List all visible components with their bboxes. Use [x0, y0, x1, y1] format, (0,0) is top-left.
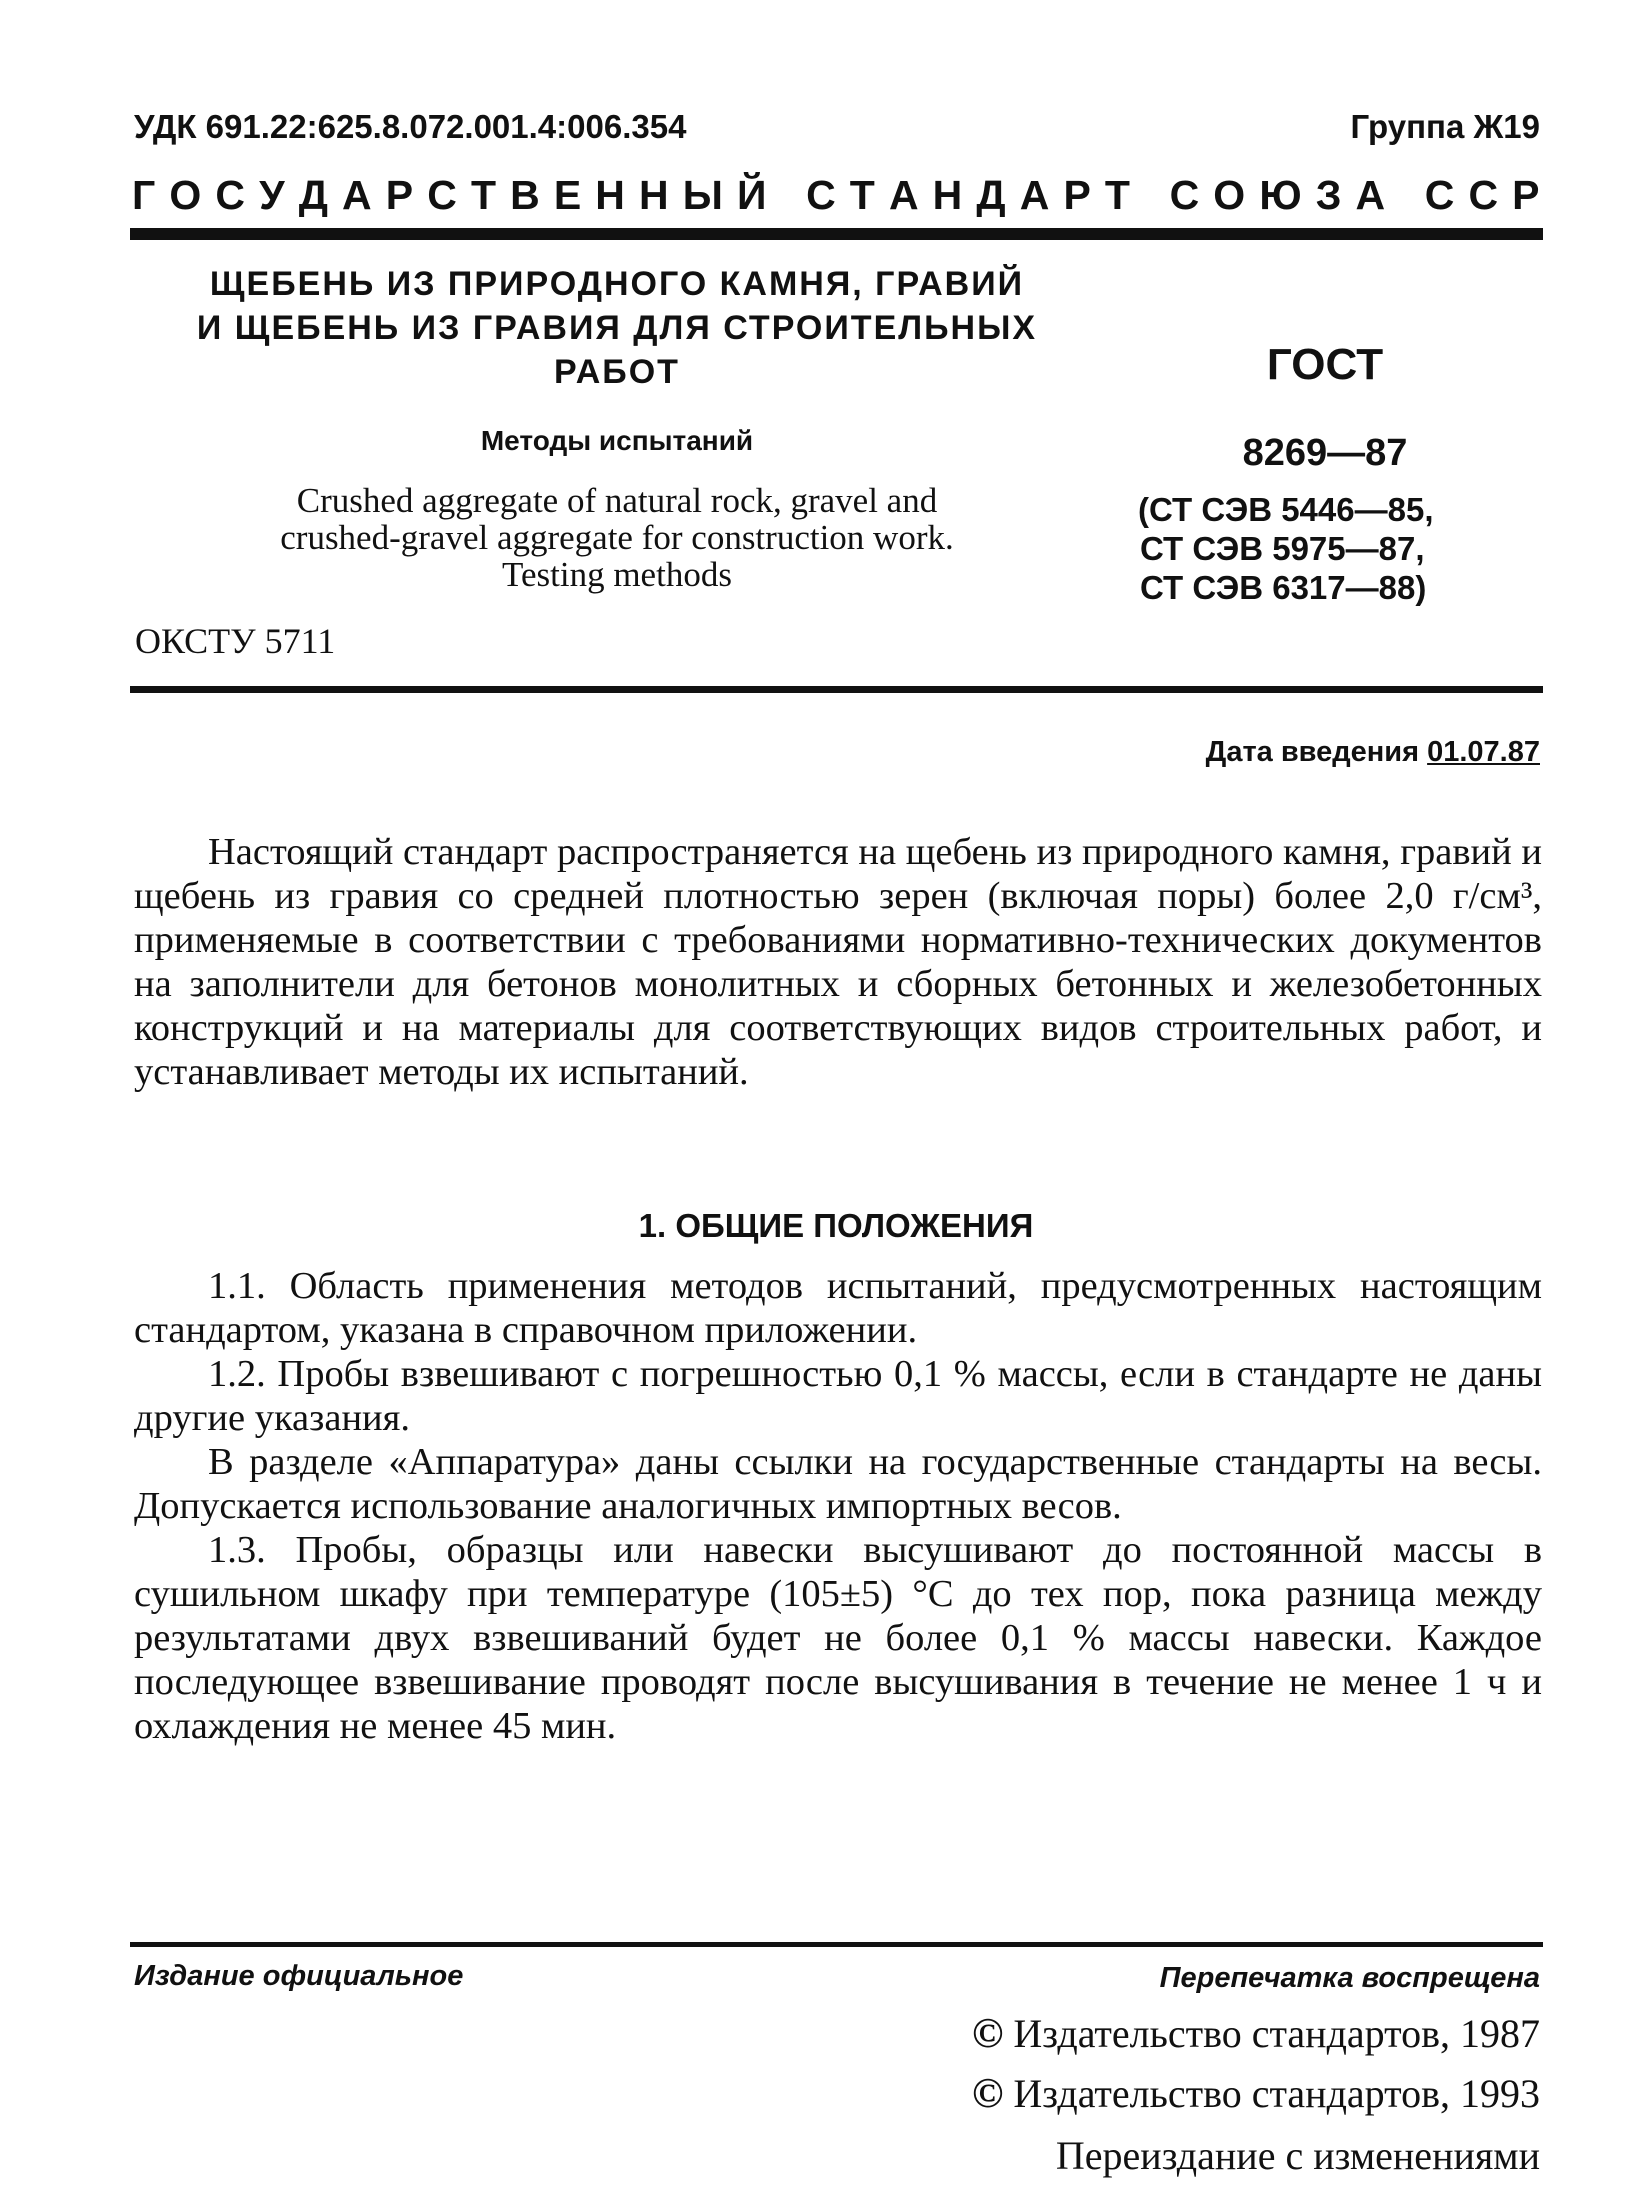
state-standard-letter: Д [976, 172, 1006, 218]
introduction-date-label: Дата введения [1205, 736, 1420, 768]
introduction-date [1000, 736, 1540, 769]
state-standard-letter: С [806, 172, 836, 218]
group-code: Группа Ж19 [1350, 108, 1540, 145]
copyright-1993-text: Издательство стандартов, 1993 [1013, 2071, 1540, 2116]
state-standard-letter [1399, 172, 1410, 219]
intro-paragraph [134, 830, 1542, 1094]
english-title-line-2: crushed-gravel aggregate for construction work. [280, 518, 954, 557]
state-standard-letter: Д [298, 172, 328, 218]
sev-references [1138, 490, 1558, 607]
copyright-1993 [640, 2070, 1540, 2118]
state-standard-letter: Ю [1259, 172, 1302, 218]
document-title [132, 262, 1102, 394]
state-standard-heading [132, 172, 1540, 219]
sev-ref-2: СТ СЭВ 5975—87, [1140, 530, 1425, 567]
section-1-heading: 1. ОБЩИЕ ПОЛОЖЕНИЯ [638, 1207, 1034, 1244]
title-line-3: РАБОТ [554, 353, 680, 391]
english-title-line-1: Crushed aggregate of natural rock, gravel and [296, 481, 938, 520]
state-standard-letter: У [259, 172, 285, 218]
state-standard-letter: Н [932, 172, 963, 218]
paragraph-1-3: 1.3. Пробы, образцы или навески высушивают до постоянной массы в сушильном шкафу при температуре (105±5) °С до тех пор, пока разница между результатами двух взвешиваний будет не более 0,1 % массы навески. Каждое последующее взвешивание проводят после высушивания в течение не менее 1 ч и охлаждения не менее 45 мин. [134, 1529, 1542, 1747]
state-standard-letter: С [1468, 172, 1499, 218]
state-standard-letter: С [1169, 172, 1200, 218]
section-1-body [134, 1264, 1542, 1748]
intro-text: Настоящий стандарт распространяется на щебень из природного камня, гравий и щебень из гравия со средней плотностью зерен (включая поры) более 2,0 г/см³, применяемые в соответствии с требованиями нормативно-технических документов на заполнители для бетонов монолитных и сборных бетонных и железобетонных конструкций и на материалы для соответствующих видов строительных работ, и устанавливает методы их испытаний. [134, 831, 1542, 1093]
paragraph-1-1: 1.1. Область применения методов испытаний, предусмотренных настоящим стандартом, указана в справочном приложении. [134, 1265, 1542, 1351]
state-standard-letter: Ы [682, 172, 723, 218]
english-title [132, 482, 1102, 593]
copyright-1987 [640, 2010, 1540, 2058]
state-standard-letter: Й [736, 172, 767, 218]
footer-rule [130, 1942, 1543, 1947]
state-standard-letter: Т [1104, 172, 1130, 218]
paragraph-1-2-note: В разделе «Аппаратура» даны ссылки на государственные стандарты на весы. Допускается использование аналогичных импортных весов. [134, 1441, 1542, 1527]
state-standard-letter: С [215, 172, 245, 218]
title-line-2: И ЩЕБЕНЬ ИЗ ГРАВИЯ ДЛЯ СТРОИТЕЛЬНЫХ [196, 309, 1038, 347]
sev-ref-1: (СТ СЭВ 5446—85, [1138, 491, 1434, 528]
introduction-date-value: 01.07.87 [1427, 736, 1540, 768]
copyright-1987-text: Издательство стандартов, 1987 [1013, 2011, 1540, 2056]
state-standard-letter: Т [849, 172, 875, 218]
copyright-icon: © [971, 2011, 1004, 2057]
document-subtitle: Методы испытаний [480, 425, 754, 456]
top-thick-rule [130, 228, 1543, 240]
state-standard-letter: О [1213, 172, 1246, 218]
state-standard-letter: А [1355, 172, 1386, 218]
state-standard-letter: Е [553, 172, 582, 218]
state-standard-letter: Т [470, 172, 496, 218]
state-standard-letter: Н [639, 172, 669, 218]
state-standard-letter: В [510, 172, 540, 218]
gost-label: ГОСТ [1266, 340, 1384, 389]
state-standard-letter: Р [385, 172, 414, 218]
gost-number: 8269—87 [1242, 432, 1408, 474]
state-standard-letter: С [427, 172, 457, 218]
reprint-prohibited: Перепечатка воспрещена [1159, 1962, 1540, 1994]
state-standard-letter: Н [595, 172, 625, 218]
state-standard-letter [1144, 172, 1155, 219]
reissue-note: Переиздание с изменениями [1055, 2133, 1540, 2178]
state-standard-letter: Р [1063, 172, 1091, 218]
copyright-icon: © [971, 2071, 1004, 2117]
state-standard-letter: З [1315, 172, 1342, 218]
state-standard-letter: А [1019, 172, 1050, 218]
header-bottom-rule [130, 686, 1543, 693]
title-line-1: ЩЕБЕНЬ ИЗ ПРИРОДНОГО КАМНЯ, ГРАВИЙ [209, 265, 1025, 303]
paragraph-1-2: 1.2. Пробы взвешивают с погрешностью 0,1 % массы, если в стандарте не даны другие указания. [134, 1353, 1542, 1439]
state-standard-letter: О [169, 172, 202, 218]
state-standard-letter: А [342, 172, 372, 218]
state-standard-letter [781, 172, 792, 219]
udk-code: УДК 691.22:625.8.072.001.4:006.354 [134, 108, 687, 145]
state-standard-letter: С [1424, 172, 1455, 218]
state-standard-letter: А [888, 172, 919, 218]
sev-ref-3: СТ СЭВ 6317—88) [1140, 569, 1427, 606]
okstu-code: ОКСТУ 5711 [135, 621, 336, 661]
english-title-line-3: Testing methods [502, 555, 732, 594]
state-standard-letter: Р [1512, 172, 1540, 218]
state-standard-letter: Г [132, 172, 156, 218]
official-edition: Издание официальное [134, 1960, 464, 1992]
